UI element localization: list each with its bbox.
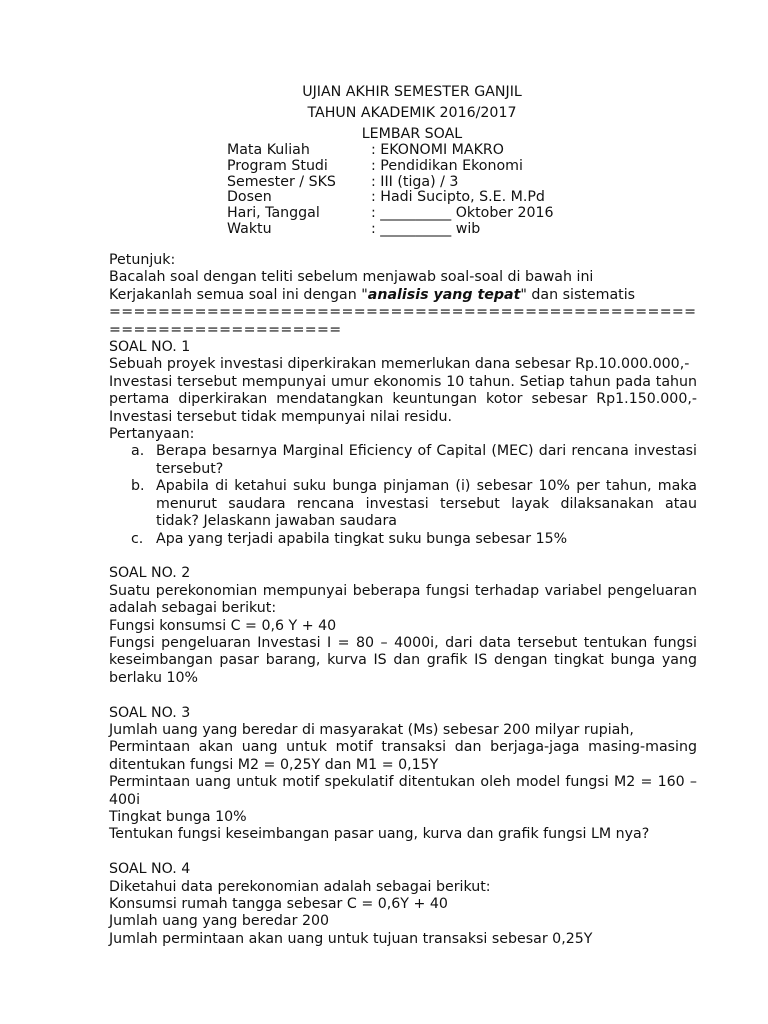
sub-question-list: [109, 443, 697, 547]
question-text: Diketahui data perekonomian adalah sebagai berikut:: [109, 878, 491, 895]
separator-line: ===================: [109, 321, 342, 338]
info-row-time: [227, 222, 554, 238]
spacer: [109, 548, 697, 565]
question-heading: SOAL NO. 4: [109, 861, 191, 878]
question-text: Sebuah proyek investasi diperkirakan memerlukan dana sebesar Rp.10.000.000,-: [109, 356, 690, 373]
question-text: Fungsi pengeluaran Investasi I = 80 – 4000i, dari data tersebut tentukan fungsi: [109, 634, 697, 651]
info-value: : Pendidikan Ekonomi: [371, 157, 523, 174]
sub-question-text: tersebut?: [156, 460, 224, 477]
info-value: : III (tiga) / 3: [371, 173, 459, 190]
instruction-line: Bacalah soal dengan teliti sebelum menjawab soal-soal di bawah ini: [109, 269, 594, 286]
info-value: : __________ wib: [371, 220, 481, 237]
spacer: [109, 844, 697, 861]
sub-question-text: Apa yang terjadi apabila tingkat suku bunga sebesar 15%: [156, 530, 568, 547]
question-heading: SOAL NO. 1: [109, 339, 191, 356]
sub-question-text: tidak? Jelaskann jawaban saudara: [156, 513, 397, 530]
info-label: Hari, Tanggal: [227, 205, 320, 222]
question-text: adalah sebagai berikut:: [109, 600, 277, 617]
info-label: Semester / SKS: [227, 173, 336, 190]
question-heading: SOAL NO. 2: [109, 565, 191, 582]
emphasis-text: analisis yang tepat: [367, 286, 521, 303]
exam-title: UJIAN AKHIR SEMESTER GANJIL: [302, 84, 522, 100]
question-text: 400i: [109, 791, 141, 808]
sub-question-letter: b.: [131, 478, 145, 495]
sub-question-letter: c.: [131, 530, 144, 547]
info-label: Waktu: [227, 220, 272, 237]
question-text: keseimbangan pasar barang, kurva IS dan grafik IS dengan tingkat bunga yang: [109, 652, 697, 669]
separator-line: ================================================: [109, 304, 697, 321]
info-value: : EKONOMI MAKRO: [371, 142, 504, 158]
info-label: Dosen: [227, 189, 272, 206]
sub-question-body: [156, 478, 697, 530]
question-text: pertama diperkirakan mendatangkan keuntungan kotor sebesar Rp1.150.000,-: [109, 391, 697, 408]
question-text: Jumlah uang yang beredar 200: [109, 913, 330, 930]
sheet-title: LEMBAR SOAL: [361, 126, 463, 142]
sub-question-text: Apabila di ketahui suku bunga pinjaman (i) sebesar 10% per tahun, maka: [156, 478, 697, 495]
question-text: Suatu perekonomian mempunyai beberapa fungsi terhadap variabel pengeluaran: [109, 582, 697, 599]
question-text: ditentukan fungsi M2 = 0,25Y dan M1 = 0,15Y: [109, 756, 439, 773]
info-value: : __________ Oktober 2016: [371, 205, 554, 222]
question-text: Permintaan akan uang untuk motif transaksi dan berjaga-jaga masing-masing: [109, 739, 697, 756]
instruction-text: " dan sistematis: [520, 286, 636, 303]
info-row-program: [227, 159, 554, 175]
question-text: Konsumsi rumah tangga sebesar C = 0,6Y + 40: [109, 895, 448, 912]
exam-header: [0, 82, 768, 145]
question-heading: SOAL NO. 3: [109, 704, 191, 721]
question-text: Investasi tersebut tidak mempunyai nilai residu.: [109, 408, 453, 425]
sub-question: [109, 531, 697, 548]
question-text: Investasi tersebut mempunyai umur ekonomis 10 tahun. Setiap tahun pada tahun: [109, 373, 697, 390]
sub-question: [109, 443, 697, 478]
sub-question-body: [156, 531, 697, 548]
question-text: Tentukan fungsi keseimbangan pasar uang, kurva dan grafik fungsi LM nya?: [109, 826, 650, 843]
question-text: Tingkat bunga 10%: [109, 808, 247, 825]
question-text: Fungsi konsumsi C = 0,6 Y + 40: [109, 617, 337, 634]
info-row-semester: [227, 175, 554, 191]
sub-question-body: [156, 443, 697, 478]
instruction-line: [109, 287, 697, 304]
question-text: Permintaan uang untuk motif spekulatif ditentukan oleh model fungsi M2 = 160 –: [109, 774, 697, 791]
info-value: : Hadi Sucipto, S.E. M.Pd: [371, 189, 545, 206]
sub-question-text: menurut saudara rencana investasi tersebut layak dilaksanakan atau: [156, 495, 697, 512]
info-row-date: [227, 206, 554, 222]
info-row-lecturer: [227, 190, 554, 206]
instruction-text: Kerjakanlah semua soal ini dengan ": [109, 286, 368, 303]
questions-label: Pertanyaan:: [109, 426, 195, 443]
info-label: Program Studi: [227, 157, 328, 174]
question-text: Jumlah uang yang beredar di masyarakat (Ms) sebesar 200 milyar rupiah,: [109, 721, 634, 738]
sub-question: [109, 478, 697, 530]
info-label: Mata Kuliah: [227, 142, 310, 158]
academic-year: TAHUN AKADEMIK 2016/2017: [307, 105, 517, 121]
exam-body: [109, 252, 697, 948]
question-text: Jumlah permintaan akan uang untuk tujuan transaksi sebesar 0,25Y: [109, 930, 593, 947]
spacer: [109, 687, 697, 704]
info-row-course: [227, 143, 554, 159]
question-text: berlaku 10%: [109, 669, 199, 686]
instructions-heading: Petunjuk:: [109, 252, 176, 268]
course-info: [227, 143, 554, 238]
sub-question-text: Berapa besarnya Marginal Eficiency of Capital (MEC) dari rencana investasi: [156, 443, 697, 460]
sub-question-letter: a.: [131, 443, 145, 460]
